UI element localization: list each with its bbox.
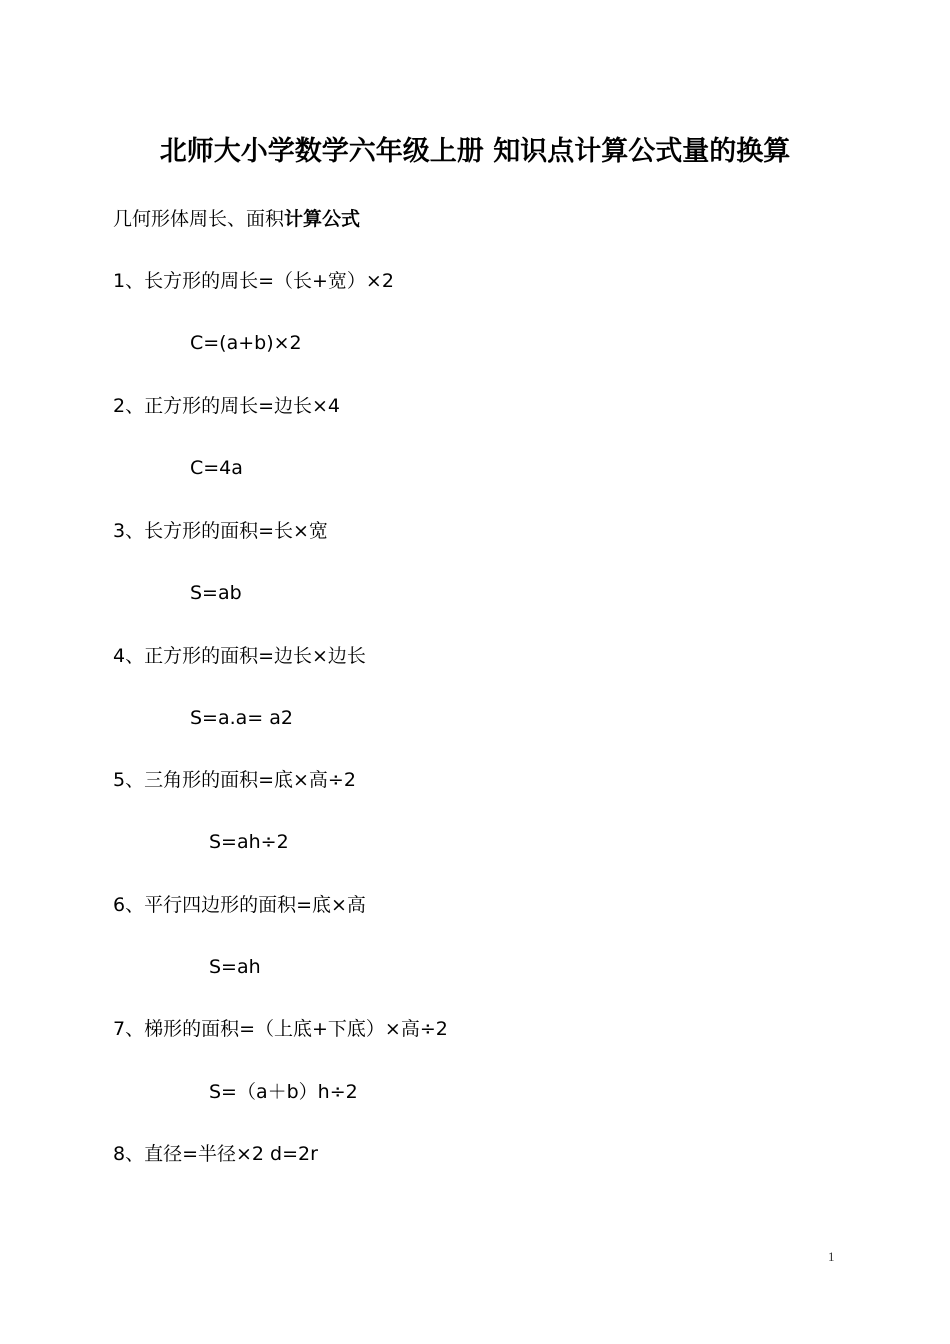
section-heading-normal: 几何形体周长、面积 [113, 208, 285, 230]
formula-2: C=4a [190, 457, 243, 479]
rule-4: 4、正方形的面积=边长×边长 [113, 645, 366, 667]
formula-5: S=ah÷2 [209, 831, 289, 853]
rule-7: 7、梯形的面积=（上底+下底）×高÷2 [113, 1018, 448, 1040]
section-heading [113, 206, 360, 232]
page-number: 1 [828, 1249, 835, 1264]
formula-3: S=ab [190, 582, 242, 604]
rule-5: 5、三角形的面积=底×高÷2 [113, 769, 356, 791]
rule-1: 1、长方形的周长=（长+宽）×2 [113, 270, 394, 292]
document-title: 北师大小学数学六年级上册 知识点计算公式量的换算 [159, 136, 791, 167]
rule-6: 6、平行四边形的面积=底×高 [113, 894, 366, 916]
formula-7: S=（a＋b）h÷2 [209, 1081, 358, 1103]
section-heading-bold: 计算公式 [284, 208, 361, 230]
rule-3: 3、长方形的面积=长×宽 [113, 520, 328, 542]
formula-4: S=a.a= a2 [190, 707, 293, 729]
rule-2: 2、正方形的周长=边长×4 [113, 395, 341, 417]
rule-8: 8、直径=半径×2 d=2r [113, 1143, 318, 1165]
formula-6: S=ah [209, 956, 261, 978]
formula-1: C=(a+b)×2 [190, 332, 302, 354]
